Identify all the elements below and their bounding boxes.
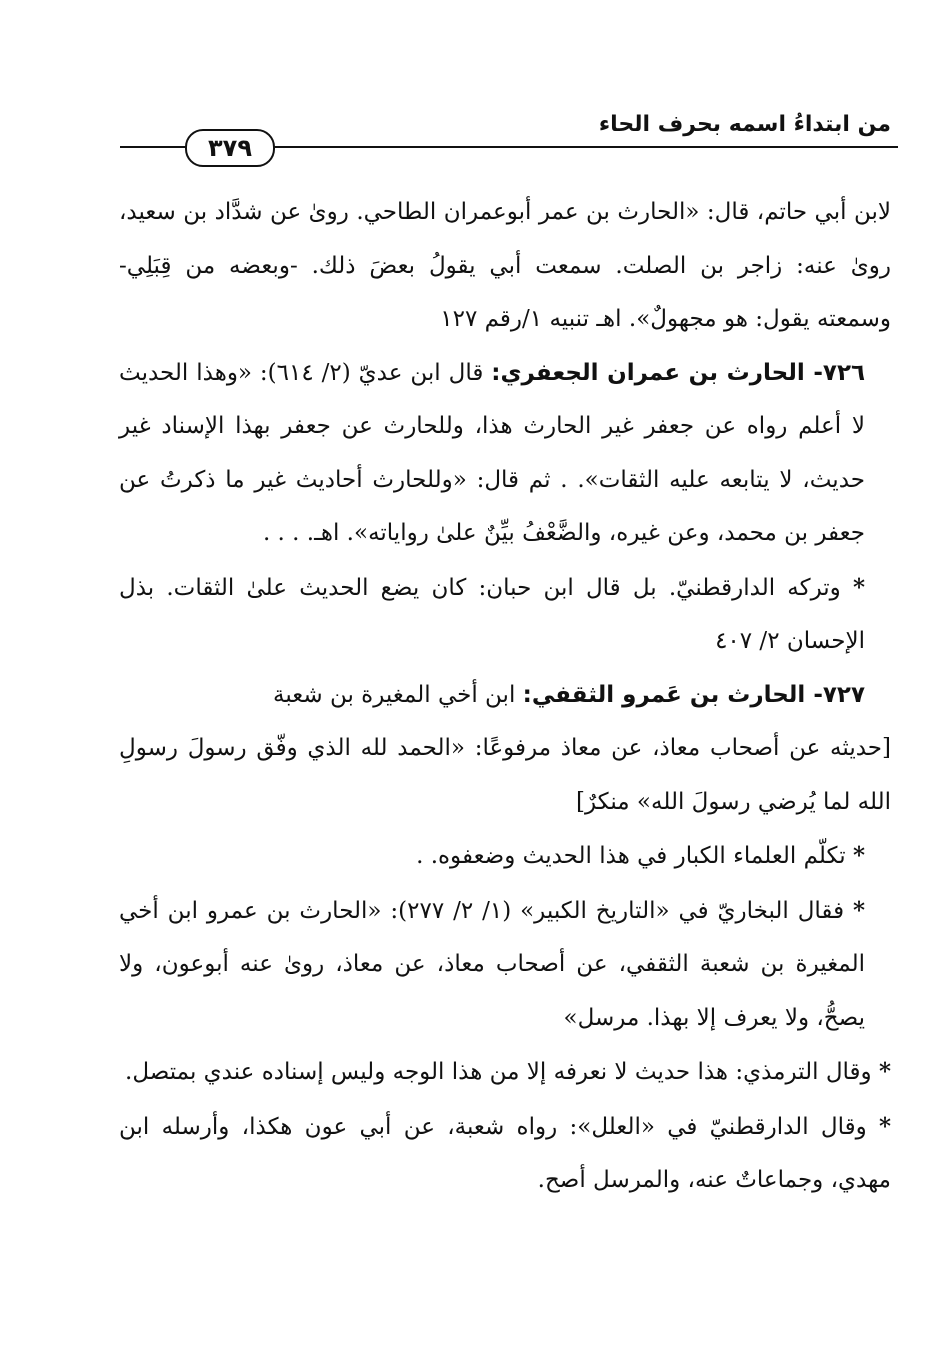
entry-726	[119, 347, 891, 561]
paragraph-ilal-text: وقال الدارقطنيّ في «العلل»: رواه شعبة، عن أبي عون هكذا، وأرسله ابن مهدي، وجماعاتٌ عنه، والمرسل أصح.	[119, 1113, 891, 1193]
entry-726-title: ٧٢٦- الحارث بن عمران الجعفري:	[491, 359, 866, 386]
paragraph-daraqutni-tark-text: وتركه الدارقطنيّ. بل قال ابن حبان: كان يضع الحديث علىٰ الثقات. بذل الإحسان ٢/ ٤٠٧	[119, 574, 865, 654]
entry-727	[119, 669, 891, 723]
running-header-title: من ابتداءُ اسمه بحرف الحاء	[598, 112, 891, 137]
entry-727-title: ٧٢٧- الحارث بن عَمرو الثقفي:	[522, 681, 865, 708]
paragraph-continuation: لابن أبي حاتم، قال: «الحارث بن عمر أبوعمران الطاحي. روىٰ عن شدَّاد بن سعيد، روىٰ عنه: زاجر بن الصلت. سمعت أبي يقولُ بعضَ ذلك. -وبعضه من قِبَلِي- وسمعته يقول: هو مجهولٌ». اهـ تنبيه ١/رقم ١٢٧	[119, 199, 891, 332]
page-body-text	[119, 186, 891, 1208]
paragraph-tirmidhi-text: وقال الترمذي: هذا حديث لا نعرفه إلا من هذا الوجه وليس إسناده عندي بمتصل.	[125, 1059, 872, 1085]
paragraph-daraqutni-tark	[119, 561, 891, 669]
asterisk-bullet: *	[852, 842, 865, 869]
page-number-badge: ٣٧٩	[185, 129, 275, 167]
paragraph-ulama	[119, 829, 891, 884]
paragraph-bukhari-text: فقال البخاريّ في «التاريخ الكبير» (١/ ٢/ ٢٧٧): «الحارث بن عمرو ابن أخي المغيرة بن شعبة الثقفي، عن أصحاب معاذ، عن معاذ، روىٰ عنه أبوعون، ولا يصحُّ، ولا يعرف إلا بهذا. مرسل»	[119, 897, 865, 1031]
asterisk-bullet: *	[852, 573, 865, 601]
asterisk-bullet: *	[852, 896, 865, 924]
asterisk-bullet: *	[878, 1058, 891, 1085]
paragraph-ilal	[119, 1100, 891, 1208]
entry-727-text: ابن أخي المغيرة بن شعبة	[273, 681, 523, 708]
paragraph-ulama-text: تكلّم العلماء الكبار في هذا الحديث وضعفوه. .	[416, 843, 846, 869]
paragraph-tirmidhi	[119, 1045, 891, 1100]
entry-726-text: قال ابن عديّ (٢/ ٦١٤): «وهذا الحديث لا أعلم رواه عن جعفر غير الحارث هذا، وللحارث عن جعفر بهذا الإسناد غير حديث، لا يتابعه عليه الثقات». . ثم قال: «وللحارث أحاديث غير ما ذكرتُ عن جعفر بن محمد، وعن غيره، والضَّعْفُ بيِّنٌ علىٰ رواياته». اهـ. . . .	[119, 359, 865, 546]
paragraph-hadith-bracket: [حديثه عن أصحاب معاذ، عن معاذ مرفوعًا: «الحمد لله الذي وفّق رسولَ رسولِ الله لما يُرضي رسولَ الله» منكرٌ]	[119, 735, 891, 815]
asterisk-bullet: *	[878, 1112, 891, 1140]
paragraph-bukhari	[119, 884, 891, 1046]
